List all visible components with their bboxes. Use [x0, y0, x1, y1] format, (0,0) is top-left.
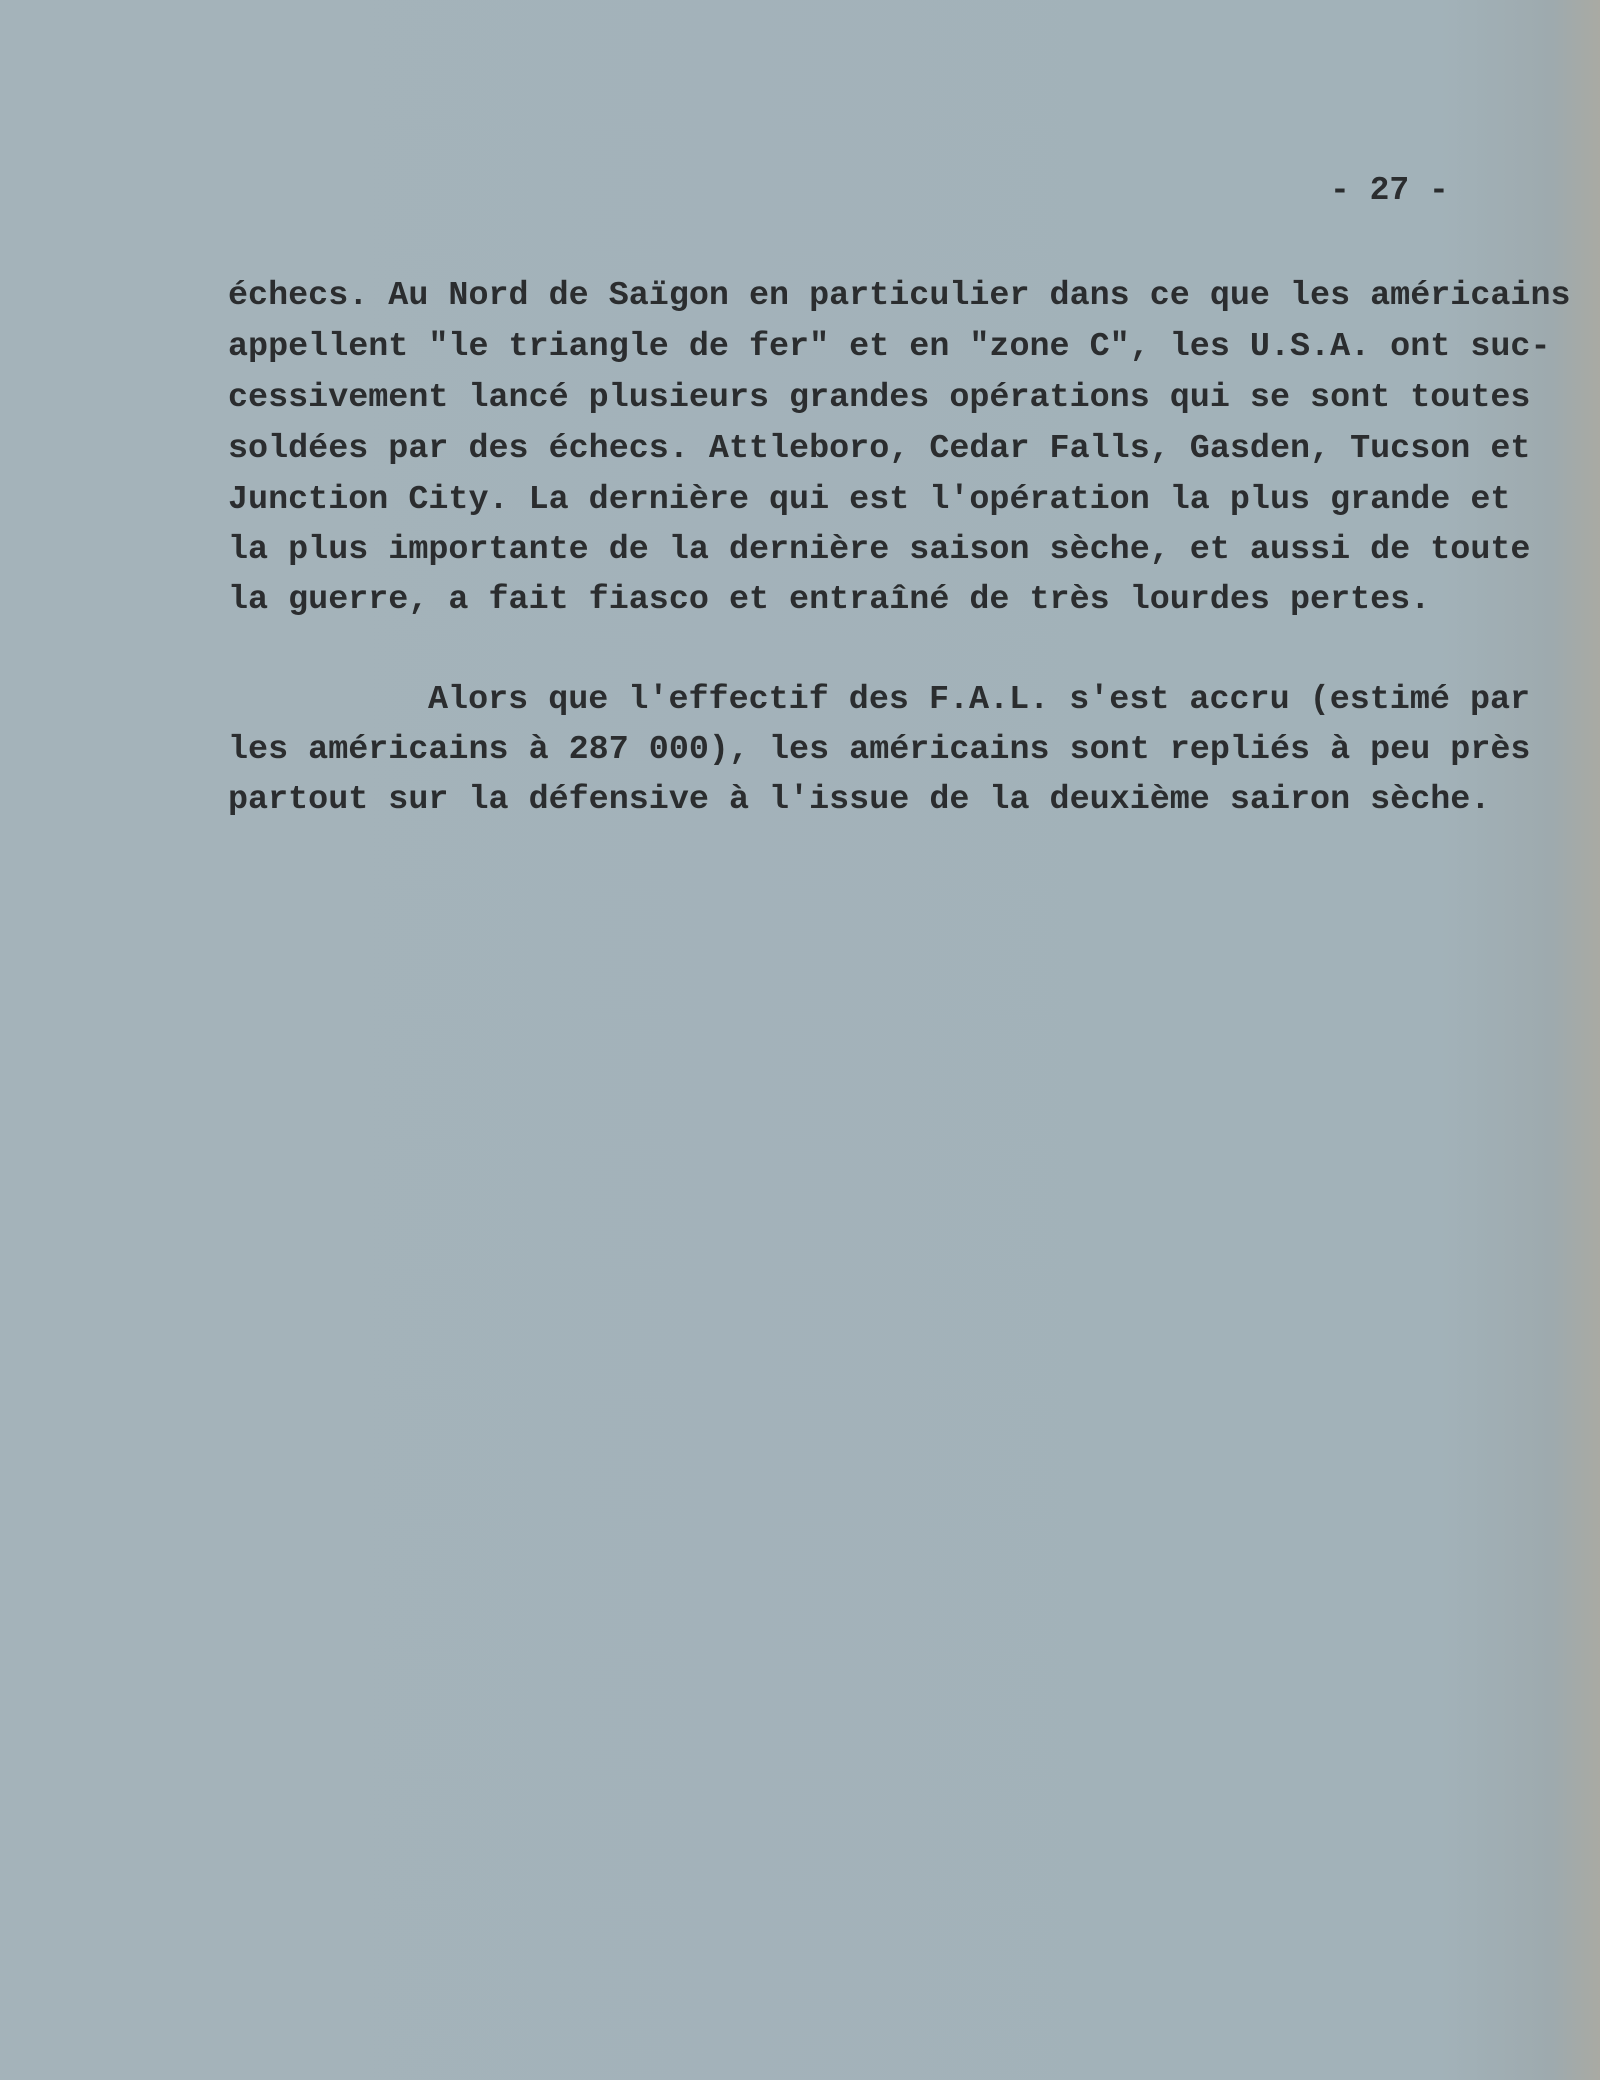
text-line: soldées par des échecs. Attleboro, Cedar Falls, Gasden, Tucson et: [228, 430, 1531, 468]
text-line: les américains à 287 000), les américains sont repliés à peu près: [228, 731, 1531, 769]
text-line: la plus importante de la dernière saison sèche, et aussi de toute: [228, 531, 1531, 569]
text-line: Alors que l'effectif des F.A.L. s'est accru (estimé par: [428, 681, 1531, 719]
text-line: la guerre, a fait fiasco et entraîné de très lourdes pertes.: [228, 581, 1431, 619]
text-line: appellent "le triangle de fer" et en "zone C", les U.S.A. ont suc-: [228, 328, 1551, 366]
text-line: partout sur la défensive à l'issue de la deuxième sairon sèche.: [228, 781, 1491, 819]
text-line: échecs. Au Nord de Saïgon en particulier dans ce que les américains: [228, 277, 1571, 315]
text-line: Junction City. La dernière qui est l'opération la plus grande et: [228, 481, 1511, 519]
text-line: cessivement lancé plusieurs grandes opérations qui se sont toutes: [228, 379, 1531, 417]
page-number: - 27 -: [1330, 172, 1449, 209]
